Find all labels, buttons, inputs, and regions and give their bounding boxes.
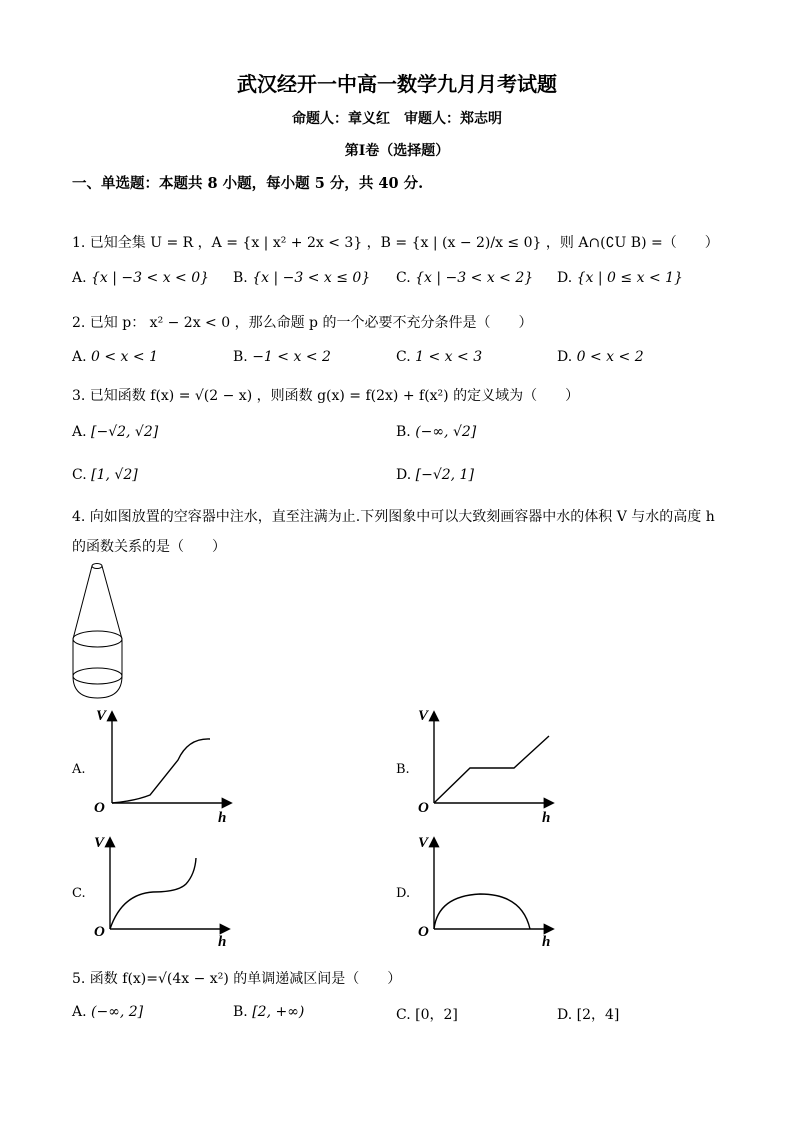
question-3-stem: 3. 已知函数 f(x) = √(2 − x) ，则函数 g(x) = f(2x) + f(x²) 的定义域为（ ） <box>72 388 580 404</box>
q3-option-c[interactable] <box>72 467 138 483</box>
graph-d-y-label: V <box>418 835 429 851</box>
q5-option-c[interactable] <box>396 1004 458 1024</box>
option-text: {x | 0 ≤ x < 1} <box>576 270 683 286</box>
graph-a <box>100 708 250 818</box>
q4-option-a-label[interactable]: A. <box>72 762 86 777</box>
option-label: B. <box>233 270 248 286</box>
q2-option-c[interactable] <box>396 349 482 365</box>
option-text: [2，4] <box>576 1007 620 1023</box>
option-text: 0 < x < 2 <box>576 349 644 365</box>
q4-option-b-label[interactable]: B. <box>396 762 410 777</box>
q2-option-b[interactable] <box>233 349 331 365</box>
option-text: (−∞, 2] <box>91 1004 144 1020</box>
graph-a-origin: O <box>94 800 105 816</box>
q5-option-b[interactable] <box>233 1004 304 1020</box>
question-2-stem: 2. 已知 p： x² − 2x < 0 ，那么命题 p 的一个必要不充分条件是（ ） <box>72 315 533 331</box>
container-figure <box>70 560 140 705</box>
graph-b-y-label: V <box>418 708 429 724</box>
graph-b <box>422 708 572 818</box>
q2-option-d[interactable] <box>557 349 644 365</box>
question-4-stem-line2: 的函数关系的是（ ） <box>72 539 226 555</box>
option-text: [1, √2] <box>91 467 138 483</box>
graph-c-x-label: h <box>218 934 227 950</box>
question-5-stem: 5. 函数 f(x)=√(4x − x²) 的单调递减区间是（ ） <box>72 971 402 987</box>
option-label: B. <box>233 349 248 365</box>
q1-option-c[interactable] <box>396 270 533 286</box>
graph-b-x-label: h <box>542 810 551 826</box>
graph-a-x-label: h <box>218 810 227 826</box>
option-text: {x | −3 < x < 0} <box>91 270 210 286</box>
authors-line: 命题人：章义红 审题人：郑志明 <box>292 111 502 127</box>
option-text: 0 < x < 1 <box>91 349 158 365</box>
q5-option-a[interactable] <box>72 1004 143 1020</box>
option-text: (−∞, √2] <box>415 424 477 440</box>
option-text: [−√2, √2] <box>91 424 159 440</box>
option-label: A. <box>72 270 87 286</box>
option-text: {x | −3 < x ≤ 0} <box>252 270 371 286</box>
question-4-stem-line1: 4. 向如图放置的空容器中注水，直至注满为止.下列图象中可以大致刻画容器中水的体积 V 与水的高度 h <box>72 509 715 525</box>
q4-option-c-label[interactable]: C. <box>72 886 86 901</box>
graph-b-origin: O <box>418 800 429 816</box>
q1-option-a[interactable] <box>72 270 209 286</box>
volume-heading: 第Ⅰ卷（选择题） <box>344 143 450 159</box>
option-label: B. <box>233 1004 248 1020</box>
graph-d-origin: O <box>418 924 429 940</box>
option-label: A. <box>72 1004 87 1020</box>
option-label: C. <box>396 1007 411 1023</box>
q3-option-b[interactable] <box>396 424 476 440</box>
option-label: D. <box>396 467 412 483</box>
q1-option-b[interactable] <box>233 270 370 286</box>
option-label: D. <box>557 1007 573 1023</box>
graph-d-x-label: h <box>542 934 551 950</box>
option-label: A. <box>72 349 87 365</box>
option-text: [−√2, 1] <box>415 467 474 483</box>
graph-c-origin: O <box>94 924 105 940</box>
option-label: A. <box>72 424 87 440</box>
graph-a-y-label: V <box>96 708 107 724</box>
q5-option-d[interactable] <box>557 1004 619 1024</box>
option-label: C. <box>396 270 411 286</box>
option-label: D. <box>557 270 573 286</box>
graph-d <box>422 834 572 944</box>
option-text: [2, +∞) <box>252 1004 305 1020</box>
q3-option-d[interactable] <box>396 467 474 483</box>
option-label: B. <box>396 424 411 440</box>
option-text: 1 < x < 3 <box>415 349 483 365</box>
option-text: {x | −3 < x < 2} <box>415 270 534 286</box>
option-label: C. <box>72 467 87 483</box>
graph-c <box>98 834 248 944</box>
option-text: [0，2] <box>415 1007 458 1023</box>
question-1-stem: 1. 已知全集 U = R ，A = {x | x² + 2x < 3} ，B = {x | (x − 2)/x ≤ 0} ，则 A∩(∁U B) =（ ） <box>72 235 719 251</box>
section-heading: 一、单选题：本题共 8 小题，每小题 5 分，共 40 分. <box>72 175 424 192</box>
option-text: −1 < x < 2 <box>252 349 331 365</box>
q1-option-d[interactable] <box>557 270 683 286</box>
q4-option-d-label[interactable]: D. <box>396 886 411 901</box>
option-label: C. <box>396 349 411 365</box>
page-title: 武汉经开一中高一数学九月月考试题 <box>237 72 557 96</box>
q3-option-a[interactable] <box>72 424 158 440</box>
option-label: D. <box>557 349 573 365</box>
q2-option-a[interactable] <box>72 349 158 365</box>
graph-c-y-label: V <box>94 835 105 851</box>
